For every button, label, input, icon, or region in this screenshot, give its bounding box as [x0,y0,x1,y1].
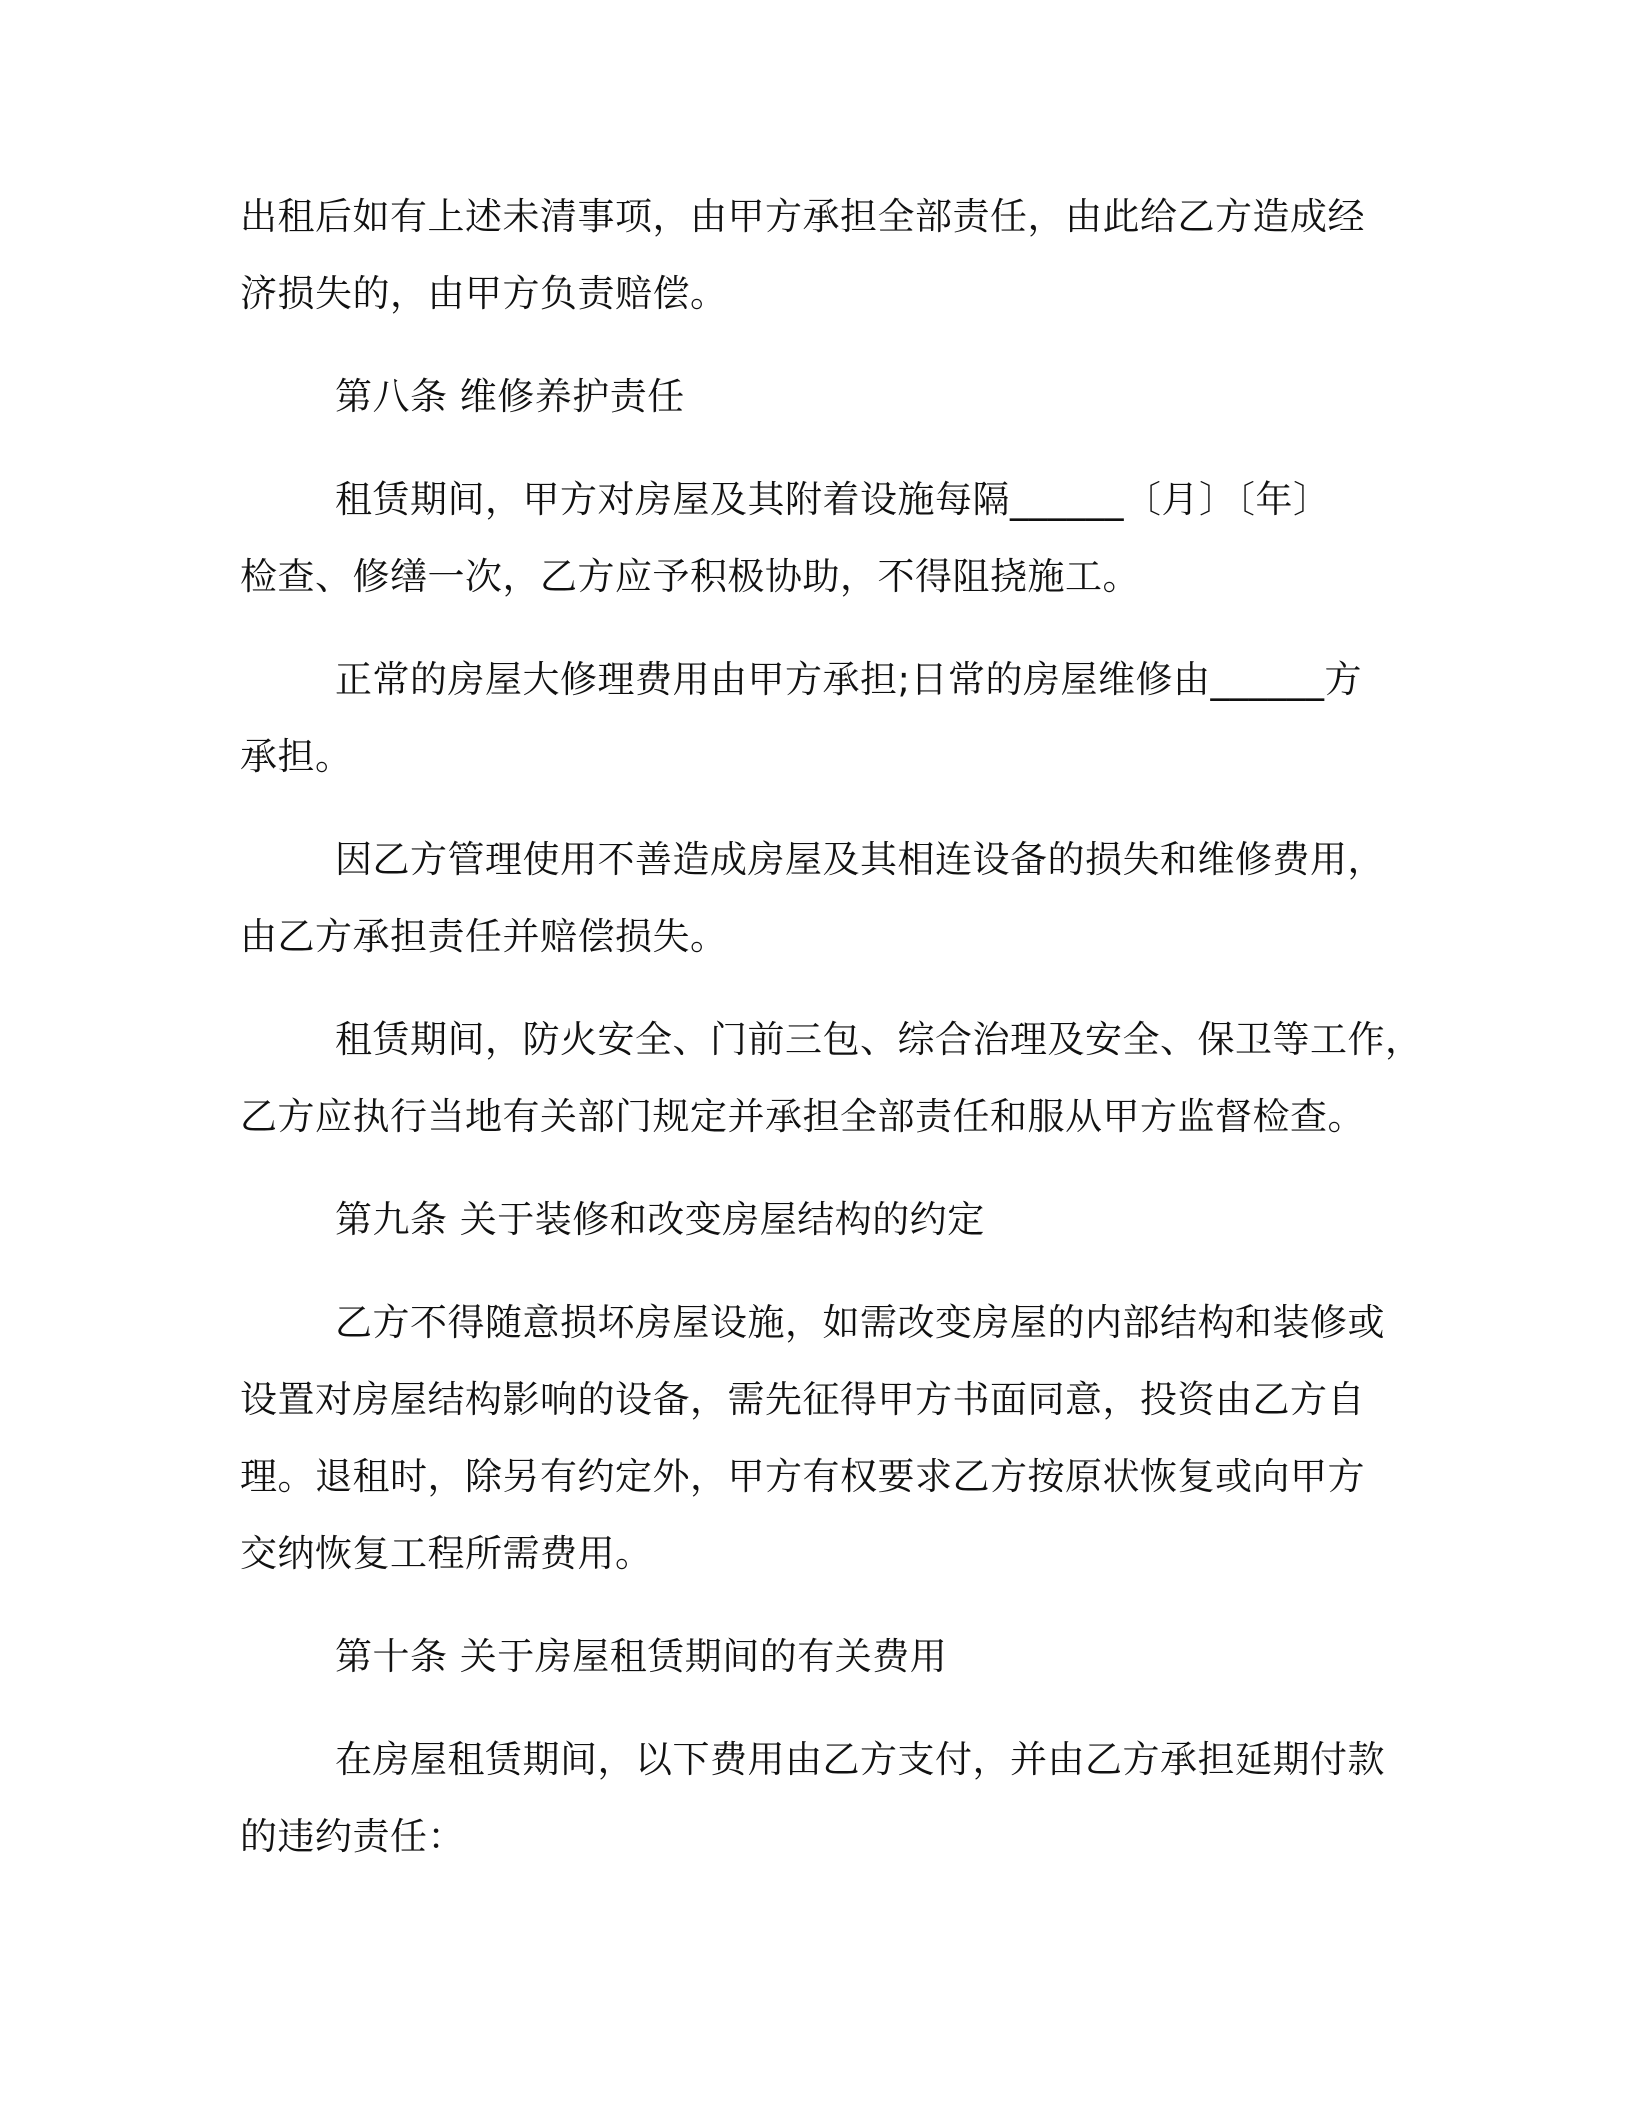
paragraph-7-line-1: 设置对房屋结构影响的设备，需先征得甲方书面同意，投资由乙方自 [240,1378,1365,1421]
paragraph-5-line-1: 乙方应执行当地有关部门规定并承担全部责任和服从甲方监督检查。 [240,1095,1365,1138]
paragraph-4-line-1: 由乙方承担责任并赔偿损失。 [240,915,728,958]
paragraph-9-line-0: 在房屋租赁期间，以下费用由乙方支付，并由乙方承担延期付款 [335,1738,1385,1781]
article-10-heading: 第十条 关于房屋租赁期间的有关费用 [335,1635,948,1678]
paragraph-9-line-1: 的违约责任： [240,1815,465,1858]
paragraph-7-line-0: 乙方不得随意损坏房屋设施，如需改变房屋的内部结构和装修或 [335,1301,1385,1344]
paragraph-7-line-3: 交纳恢复工程所需费用。 [240,1532,653,1575]
article-8-heading: 第八条 维修养护责任 [335,375,685,418]
article-9-heading: 第九条 关于装修和改变房屋结构的约定 [335,1198,985,1241]
paragraph-2-line-1: 检查、修缮一次，乙方应予积极协助，不得阻挠施工。 [240,555,1140,598]
paragraph-3-line-0: 正常的房屋大修理费用由甲方承担;日常的房屋维修由______方 [335,658,1362,701]
paragraph-0-line-1: 济损失的，由甲方负责赔偿。 [240,272,728,315]
paragraph-2-line-0: 租赁期间，甲方对房屋及其附着设施每隔______〔月〕〔年〕 [335,478,1331,521]
paragraph-0-line-0: 出租后如有上述未清事项，由甲方承担全部责任，由此给乙方造成经 [240,195,1365,238]
paragraph-5-line-0: 租赁期间，防火安全、门前三包、综合治理及安全、保卫等工作， [335,1018,1423,1061]
paragraph-7-line-2: 理。退租时，除另有约定外，甲方有权要求乙方按原状恢复或向甲方 [240,1455,1365,1498]
paragraph-4-line-0: 因乙方管理使用不善造成房屋及其相连设备的损失和维修费用， [335,838,1385,881]
paragraph-3-line-1: 承担。 [240,735,353,778]
